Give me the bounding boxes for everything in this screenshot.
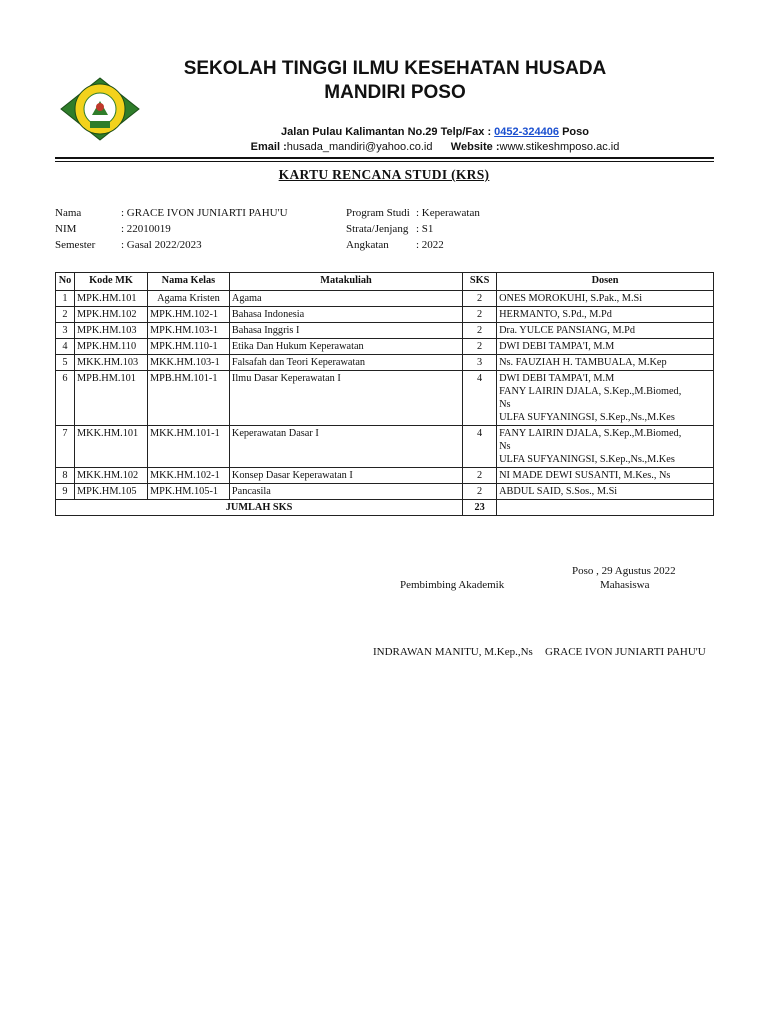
cell-kode-mk: MPK.HM.103 [74,323,147,339]
nim-label: NIM [55,223,77,235]
document-title: KARTU RENCANA STUDI (KRS) [278,167,490,182]
col-header-kode-mk: Kode MK [74,273,147,291]
email-label: Email : [250,141,287,153]
table-body [56,291,714,500]
cell-nama-kelas: MPK.HM.105-1 [147,484,229,500]
header-rule-thin [55,161,714,162]
prodi-label: Program Studi [346,207,410,219]
student-label: Mahasiswa [600,579,650,591]
dosen-line: HERMANTO, S.Pd., M.Pd [499,309,612,320]
cell-nama-kelas: MPK.HM.102-1 [147,307,229,323]
cell-nama-kelas: MKK.HM.101-1 [147,426,229,468]
student-info-right [346,205,480,253]
cell-dosen [497,355,714,371]
col-header-nama-kelas: Nama Kelas [147,273,229,291]
cell-sks: 4 [463,371,497,426]
cell-nama-kelas: MPK.HM.103-1 [147,323,229,339]
cell-kode-mk: MPB.HM.101 [74,371,147,426]
cell-sks: 2 [463,484,497,500]
cell-dosen [497,468,714,484]
dosen-line: FANY LAIRIN DJALA, S.Kep.,M.Biomed, [499,386,682,397]
total-row [56,500,714,516]
dosen-line: DWI DEBI TAMPA'I, M.M [499,373,615,384]
cell-nama-kelas: MPB.HM.101-1 [147,371,229,426]
table-row [56,468,714,484]
col-header-dosen: Dosen [497,273,714,291]
cell-dosen [497,339,714,355]
cell-dosen [497,426,714,468]
cell-sks: 2 [463,291,497,307]
advisor-name: INDRAWAN MANITU, M.Kep.,Ns [373,646,533,658]
angkatan-label: Angkatan [346,239,389,251]
school-contact [150,141,720,153]
cell-matakuliah: Falsafah dan Teori Keperawatan [229,355,462,371]
student-signature-name: GRACE IVON JUNIARTI PAHU'U [545,646,706,658]
email-value: husada_mandiri@yahoo.co.id [286,141,433,153]
dosen-line: Dra. YULCE PANSIANG, M.Pd [499,325,636,336]
semester-label: Semester [55,239,96,251]
cell-kode-mk: MKK.HM.102 [74,468,147,484]
cell-sks: 4 [463,426,497,468]
table-header-row [56,273,714,291]
cell-dosen [497,307,714,323]
cell-nama-kelas: MKK.HM.103-1 [147,355,229,371]
cell-no: 1 [56,291,75,307]
place-date: Poso , 29 Agustus 2022 [572,565,676,577]
table-row [56,339,714,355]
cell-matakuliah: Keperawatan Dasar I [229,426,462,468]
table-row [56,291,714,307]
cell-no: 7 [56,426,75,468]
cell-no: 3 [56,323,75,339]
table-row [56,426,714,468]
cell-matakuliah: Agama [229,291,462,307]
nama-value: : GRACE IVON JUNIARTI PAHU'U [121,207,288,219]
website-label: Website : [450,141,500,153]
nama-label: Nama [55,207,82,219]
cell-kode-mk: MKK.HM.101 [74,426,147,468]
cell-matakuliah: Pancasila [229,484,462,500]
cell-nama-kelas: MPK.HM.110-1 [147,339,229,355]
address-city: Poso [559,126,589,138]
college-logo [58,77,142,141]
dosen-line: ONES MOROKUHI, S.Pak., M.Si [499,293,643,304]
dosen-line: ULFA SUFYANINGSI, S.Kep.,Ns.,M.Kes [499,412,675,423]
cell-no: 5 [56,355,75,371]
cell-matakuliah: Konsep Dasar Keperawatan I [229,468,462,484]
nim-value: : 22010019 [121,223,171,235]
table-row [56,484,714,500]
cell-dosen [497,323,714,339]
krs-table [55,272,714,516]
advisor-label: Pembimbing Akademik [400,579,505,591]
cell-matakuliah: Etika Dan Hukum Keperawatan [229,339,462,355]
cell-dosen [497,371,714,426]
dosen-line: DWI DEBI TAMPA'I, M.M [499,341,615,352]
table-row [56,307,714,323]
cell-nama-kelas: MKK.HM.102-1 [147,468,229,484]
cell-matakuliah: Ilmu Dasar Keperawatan I [229,371,462,426]
cell-no: 6 [56,371,75,426]
dosen-line: NI MADE DEWI SUSANTI, M.Kes., Ns [499,470,671,481]
dosen-line: ABDUL SAID, S.Sos., M.Si [499,486,618,497]
total-label: JUMLAH SKS [56,500,463,516]
school-address [150,126,720,138]
cell-sks: 2 [463,307,497,323]
dosen-line: ULFA SUFYANINGSI, S.Kep.,Ns.,M.Kes [499,454,675,465]
cell-nama-kelas: Agama Kristen [147,291,229,307]
website-value: www.stikeshmposo.ac.id [499,141,620,153]
cell-sks: 3 [463,355,497,371]
school-name: SEKOLAH TINGGI ILMU KESEHATAN HUSADA MANDIRI POSO [183,58,607,103]
header-rule-thick [55,157,714,159]
cell-kode-mk: MKK.HM.103 [74,355,147,371]
col-header-matakuliah: Matakuliah [229,273,462,291]
cell-kode-mk: MPK.HM.102 [74,307,147,323]
cell-sks: 2 [463,468,497,484]
cell-matakuliah: Bahasa Indonesia [229,307,462,323]
cell-kode-mk: MPK.HM.105 [74,484,147,500]
cell-dosen [497,291,714,307]
cell-sks: 2 [463,339,497,355]
cell-no: 4 [56,339,75,355]
cell-dosen [497,484,714,500]
table-row [56,355,714,371]
strata-label: Strata/Jenjang [346,223,409,235]
col-header-sks: SKS [463,273,497,291]
dosen-line: FANY LAIRIN DJALA, S.Kep.,M.Biomed, [499,428,682,439]
col-header-no: No [56,273,75,291]
cell-no: 2 [56,307,75,323]
semester-value: : Gasal 2022/2023 [121,239,202,251]
table-row [56,371,714,426]
cell-matakuliah: Bahasa Inggris I [229,323,462,339]
prodi-value: : Keperawatan [416,207,480,219]
student-info-left [55,205,288,253]
total-sks: 23 [463,500,497,516]
strata-value: : S1 [416,223,434,235]
table-row [56,323,714,339]
cell-kode-mk: MPK.HM.101 [74,291,147,307]
dosen-line: Ns [499,441,511,452]
total-empty-cell [497,500,714,516]
cell-kode-mk: MPK.HM.110 [74,339,147,355]
dosen-line: Ns. FAUZIAH H. TAMBUALA, M.Kep [499,357,667,368]
cell-no: 8 [56,468,75,484]
phone-link[interactable]: 0452-324406 [494,126,560,138]
cell-sks: 2 [463,323,497,339]
address-text: Jalan Pulau Kalimantan No.29 Telp/Fax : [281,126,495,138]
cell-no: 9 [56,484,75,500]
dosen-line: Ns [499,399,511,410]
angkatan-value: : 2022 [416,239,444,251]
